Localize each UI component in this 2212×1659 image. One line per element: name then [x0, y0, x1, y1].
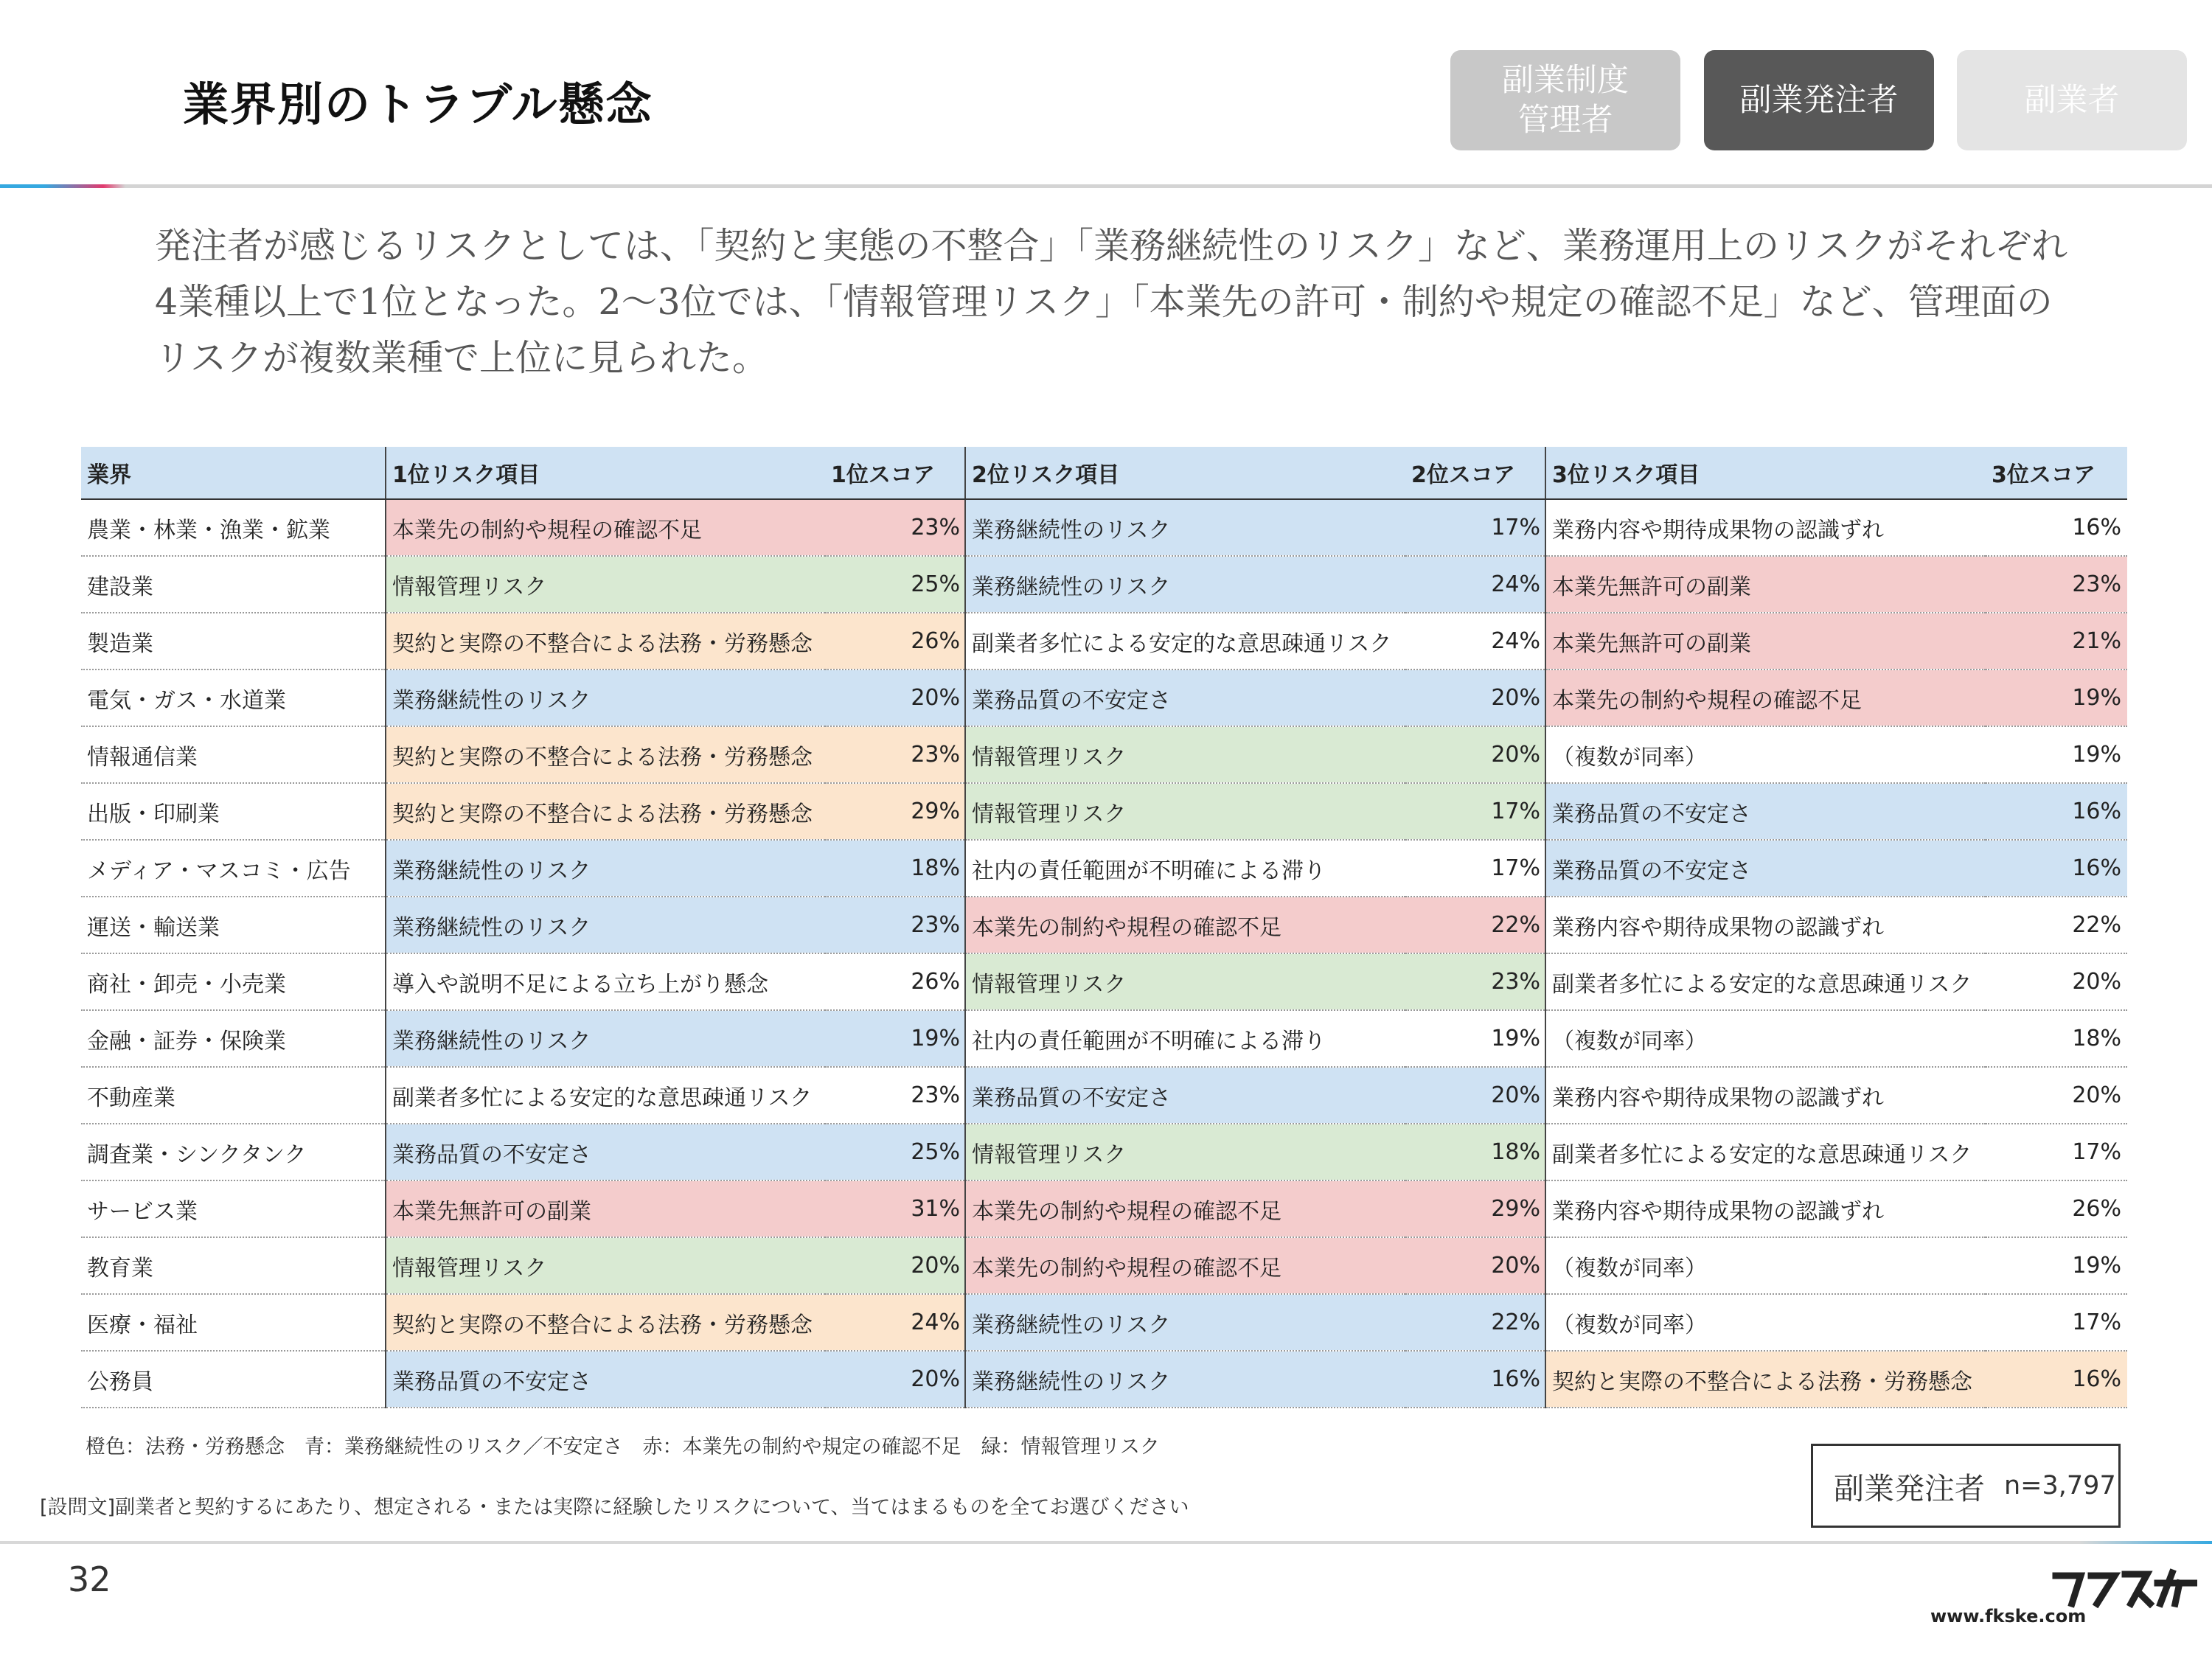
- table-row: [81, 953, 2127, 1010]
- cell-rank1-item: 契約と実際の不整合による法務・労務懸念: [386, 783, 825, 840]
- cell-rank2-score: 16%: [1405, 1351, 1545, 1408]
- site-url[interactable]: www.fkske.com: [1930, 1606, 2087, 1627]
- cell-rank2-item: 業務継続性のリスク: [965, 556, 1405, 613]
- cell-rank2-item: 業務品質の不安定さ: [965, 1067, 1405, 1124]
- cell-rank1-score: 23%: [825, 1067, 965, 1124]
- cell-rank2-score: 17%: [1405, 840, 1545, 897]
- cell-rank2-item: 本業先の制約や規程の確認不足: [965, 1180, 1405, 1237]
- cell-rank2-score: 24%: [1405, 556, 1545, 613]
- table-row: [81, 1294, 2127, 1351]
- cell-rank2-score: 20%: [1405, 1237, 1545, 1294]
- cell-rank1-score: 25%: [825, 1124, 965, 1180]
- cell-industry: 運送・輸送業: [81, 897, 386, 953]
- cell-rank3-item: （複数が同率）: [1545, 1294, 1986, 1351]
- table-row: [81, 1180, 2127, 1237]
- header-rank1-score: 1位スコア: [825, 447, 965, 499]
- cell-rank1-item: 情報管理リスク: [386, 556, 825, 613]
- cell-rank3-item: 副業者多忙による安定的な意思疎通リスク: [1545, 1124, 1986, 1180]
- cell-rank3-item: 本業先の制約や規程の確認不足: [1545, 669, 1986, 726]
- header-rank1-item: 1位リスク項目: [386, 447, 825, 499]
- cell-rank1-item: 本業先の制約や規程の確認不足: [386, 499, 825, 556]
- table-header-row: [81, 447, 2127, 499]
- cell-industry: サービス業: [81, 1180, 386, 1237]
- color-legend: 橙色：法務・労務懸念 青：業務継続性のリスク／不安定さ 赤：本業先の制約や規定の確認不足 緑：情報管理リスク: [86, 1436, 1160, 1458]
- cell-rank2-score: 17%: [1405, 499, 1545, 556]
- tab-side-job-system-admin[interactable]: 副業制度 管理者: [1450, 50, 1680, 150]
- cell-rank2-item: 本業先の制約や規程の確認不足: [965, 897, 1405, 953]
- footer-divider: [0, 1541, 2212, 1544]
- cell-rank3-score: 19%: [1986, 1237, 2127, 1294]
- cell-rank2-score: 20%: [1405, 669, 1545, 726]
- cell-rank1-item: 業務継続性のリスク: [386, 840, 825, 897]
- cell-rank2-item: 本業先の制約や規程の確認不足: [965, 1237, 1405, 1294]
- header-rank2-item: 2位リスク項目: [965, 447, 1405, 499]
- cell-rank2-score: 18%: [1405, 1124, 1545, 1180]
- cell-industry: メディア・マスコミ・広告: [81, 840, 386, 897]
- table-row: [81, 1124, 2127, 1180]
- cell-rank1-score: 18%: [825, 840, 965, 897]
- cell-rank2-score: 29%: [1405, 1180, 1545, 1237]
- cell-rank3-score: 21%: [1986, 613, 2127, 669]
- cell-rank3-item: 副業者多忙による安定的な意思疎通リスク: [1545, 953, 1986, 1010]
- cell-rank1-score: 23%: [825, 499, 965, 556]
- cell-rank3-item: 本業先無許可の副業: [1545, 556, 1986, 613]
- cell-rank1-score: 20%: [825, 1237, 965, 1294]
- fukusuke-logo: [2050, 1567, 2197, 1611]
- cell-rank2-item: 副業者多忙による安定的な意思疎通リスク: [965, 613, 1405, 669]
- cell-rank2-score: 22%: [1405, 1294, 1545, 1351]
- cell-rank1-item: 業務品質の不安定さ: [386, 1124, 825, 1180]
- cell-rank3-item: 業務内容や期待成果物の認識ずれ: [1545, 1180, 1986, 1237]
- respondent-box: [1811, 1444, 2121, 1528]
- table-row: [81, 726, 2127, 783]
- cell-rank3-item: （複数が同率）: [1545, 1010, 1986, 1067]
- sample-size: n=3,797: [2004, 1471, 2116, 1500]
- table-row: [81, 556, 2127, 613]
- cell-industry: 出版・印刷業: [81, 783, 386, 840]
- header-industry: 業界: [81, 447, 386, 499]
- cell-rank1-score: 23%: [825, 897, 965, 953]
- cell-rank1-item: 業務品質の不安定さ: [386, 1351, 825, 1408]
- cell-rank2-score: 22%: [1405, 897, 1545, 953]
- table-row: [81, 1237, 2127, 1294]
- cell-industry: 情報通信業: [81, 726, 386, 783]
- header-rank2-score: 2位スコア: [1405, 447, 1545, 499]
- cell-rank1-item: 契約と実際の不整合による法務・労務懸念: [386, 726, 825, 783]
- cell-industry: 医療・福祉: [81, 1294, 386, 1351]
- cell-rank3-item: 契約と実際の不整合による法務・労務懸念: [1545, 1351, 1986, 1408]
- page-number: 32: [68, 1559, 111, 1599]
- cell-rank3-score: 20%: [1986, 953, 2127, 1010]
- lead-paragraph: 発注者が感じるリスクとしては、「契約と実態の不整合」「業務継続性のリスク」など、業務運用上のリスクがそれぞれ4業種以上で1位となった。2〜3位では、「情報管理リスク」「本業先の許可・制約や規定の確認不足」など、管理面のリスクが複数業種で上位に見られた。: [155, 225, 2068, 379]
- table-row: [81, 1067, 2127, 1124]
- cell-rank3-score: 23%: [1986, 556, 2127, 613]
- cell-rank1-score: 20%: [825, 1351, 965, 1408]
- cell-industry: 教育業: [81, 1237, 386, 1294]
- cell-rank2-item: 情報管理リスク: [965, 953, 1405, 1010]
- cell-rank3-score: 26%: [1986, 1180, 2127, 1237]
- cell-rank1-score: 31%: [825, 1180, 965, 1237]
- cell-rank3-score: 16%: [1986, 499, 2127, 556]
- cell-rank2-item: 情報管理リスク: [965, 783, 1405, 840]
- cell-rank2-item: 社内の責任範囲が不明確による滞り: [965, 840, 1405, 897]
- cell-rank2-item: 情報管理リスク: [965, 1124, 1405, 1180]
- cell-rank1-score: 19%: [825, 1010, 965, 1067]
- cell-rank3-score: 16%: [1986, 783, 2127, 840]
- cell-rank2-score: 19%: [1405, 1010, 1545, 1067]
- cell-rank1-score: 26%: [825, 613, 965, 669]
- cell-rank1-score: 26%: [825, 953, 965, 1010]
- tab-side-job-worker[interactable]: 副業者: [1957, 50, 2187, 150]
- cell-rank2-score: 20%: [1405, 726, 1545, 783]
- respondent-label: 副業発注者: [1834, 1470, 1985, 1506]
- cell-industry: 商社・卸売・小売業: [81, 953, 386, 1010]
- cell-rank3-score: 16%: [1986, 1351, 2127, 1408]
- cell-rank2-item: 業務品質の不安定さ: [965, 669, 1405, 726]
- header-divider: [0, 184, 2212, 188]
- cell-industry: 金融・証券・保険業: [81, 1010, 386, 1067]
- cell-rank1-item: 業務継続性のリスク: [386, 897, 825, 953]
- cell-rank3-score: 19%: [1986, 669, 2127, 726]
- cell-industry: 調査業・シンクタンク: [81, 1124, 386, 1180]
- cell-rank2-item: 業務継続性のリスク: [965, 499, 1405, 556]
- cell-rank3-item: 業務内容や期待成果物の認識ずれ: [1545, 897, 1986, 953]
- cell-rank2-item: 業務継続性のリスク: [965, 1294, 1405, 1351]
- cell-rank2-score: 20%: [1405, 1067, 1545, 1124]
- cell-rank2-item: 社内の責任範囲が不明確による滞り: [965, 1010, 1405, 1067]
- table-row: [81, 897, 2127, 953]
- cell-industry: 電気・ガス・水道業: [81, 669, 386, 726]
- cell-rank1-score: 25%: [825, 556, 965, 613]
- cell-rank1-score: 23%: [825, 726, 965, 783]
- table-row: [81, 1351, 2127, 1408]
- table-row: [81, 613, 2127, 669]
- risk-table: [81, 447, 2127, 1408]
- table-row: [81, 840, 2127, 897]
- cell-rank2-item: 業務継続性のリスク: [965, 1351, 1405, 1408]
- cell-rank3-item: （複数が同率）: [1545, 726, 1986, 783]
- cell-rank1-score: 24%: [825, 1294, 965, 1351]
- cell-industry: 製造業: [81, 613, 386, 669]
- cell-rank1-item: 情報管理リスク: [386, 1237, 825, 1294]
- cell-industry: 農業・林業・漁業・鉱業: [81, 499, 386, 556]
- table-row: [81, 1010, 2127, 1067]
- cell-rank3-item: 業務品質の不安定さ: [1545, 783, 1986, 840]
- table-row: [81, 669, 2127, 726]
- cell-rank3-score: 16%: [1986, 840, 2127, 897]
- cell-industry: 公務員: [81, 1351, 386, 1408]
- header-rank3-score: 3位スコア: [1986, 447, 2127, 499]
- cell-industry: 建設業: [81, 556, 386, 613]
- cell-rank1-item: 本業先無許可の副業: [386, 1180, 825, 1237]
- cell-rank3-item: （複数が同率）: [1545, 1237, 1986, 1294]
- survey-question: [設問文]副業者と契約するにあたり、想定される・または実際に経験したリスクについて、当てはまるものを全てお選びください: [40, 1496, 1189, 1519]
- cell-rank1-score: 29%: [825, 783, 965, 840]
- header-rank3-item: 3位リスク項目: [1545, 447, 1986, 499]
- cell-rank1-item: 業務継続性のリスク: [386, 1010, 825, 1067]
- tab-side-job-client[interactable]: 副業発注者: [1704, 50, 1934, 150]
- cell-rank1-item: 契約と実際の不整合による法務・労務懸念: [386, 1294, 825, 1351]
- cell-rank1-item: 導入や説明不足による立ち上がり懸念: [386, 953, 825, 1010]
- table-row: [81, 783, 2127, 840]
- cell-rank3-score: 17%: [1986, 1294, 2127, 1351]
- cell-rank3-item: 業務内容や期待成果物の認識ずれ: [1545, 499, 1986, 556]
- table-row: [81, 499, 2127, 556]
- cell-rank1-item: 契約と実際の不整合による法務・労務懸念: [386, 613, 825, 669]
- cell-rank1-item: 副業者多忙による安定的な意思疎通リスク: [386, 1067, 825, 1124]
- cell-rank3-item: 業務内容や期待成果物の認識ずれ: [1545, 1067, 1986, 1124]
- cell-rank3-score: 18%: [1986, 1010, 2127, 1067]
- cell-industry: 不動産業: [81, 1067, 386, 1124]
- cell-rank2-item: 情報管理リスク: [965, 726, 1405, 783]
- cell-rank2-score: 23%: [1405, 953, 1545, 1010]
- cell-rank1-item: 業務継続性のリスク: [386, 669, 825, 726]
- cell-rank3-item: 業務品質の不安定さ: [1545, 840, 1986, 897]
- page-title: 業界別のトラブル懸念: [183, 77, 653, 131]
- cell-rank3-score: 17%: [1986, 1124, 2127, 1180]
- cell-rank3-score: 20%: [1986, 1067, 2127, 1124]
- cell-rank3-score: 22%: [1986, 897, 2127, 953]
- cell-rank3-item: 本業先無許可の副業: [1545, 613, 1986, 669]
- cell-rank2-score: 24%: [1405, 613, 1545, 669]
- cell-rank2-score: 17%: [1405, 783, 1545, 840]
- cell-rank3-score: 19%: [1986, 726, 2127, 783]
- cell-rank1-score: 20%: [825, 669, 965, 726]
